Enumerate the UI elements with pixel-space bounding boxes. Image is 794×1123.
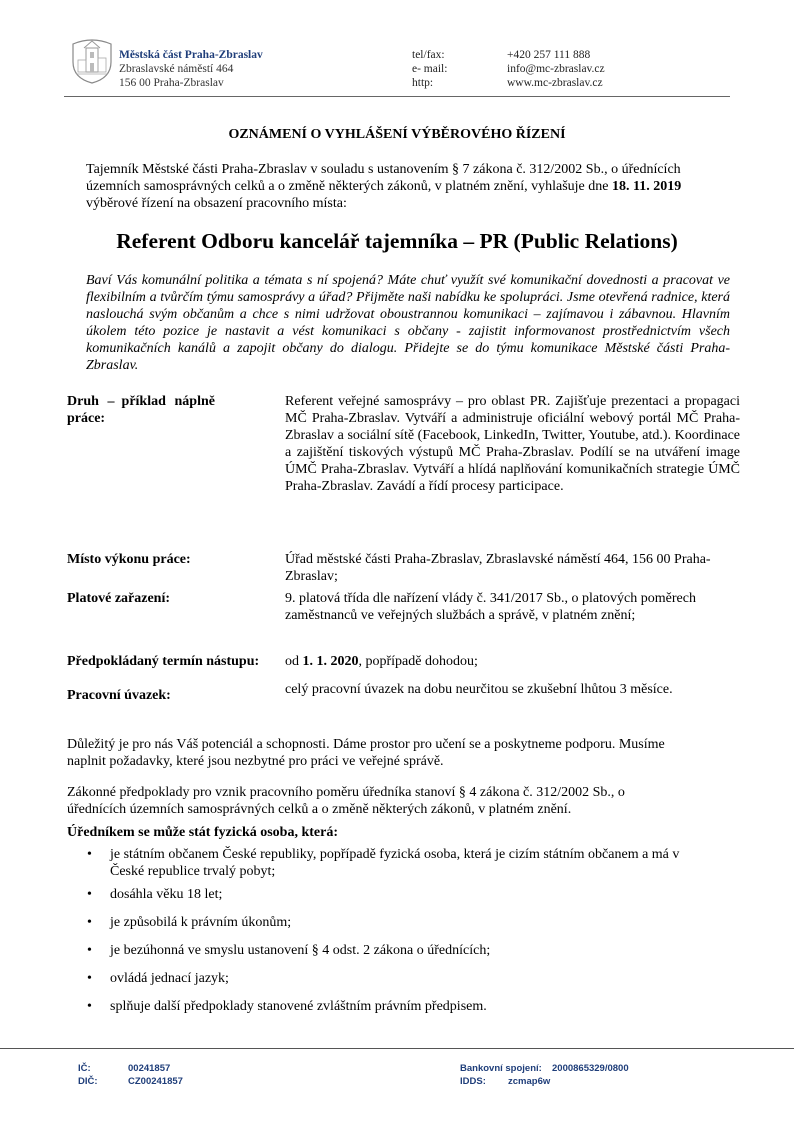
web-value[interactable]: www.mc-zbraslav.cz [507,77,603,89]
phone-value: +420 257 111 888 [507,49,591,61]
idds-value: zcmap6w [508,1076,551,1087]
dic-value: CZ00241857 [128,1076,183,1087]
list-item: • je způsobilá k právním úkonům; [87,915,292,930]
legal-paragraph: Zákonné předpoklady pro vznik pracovního poměru úředníka stanoví § 4 zákona č. 312/2002 Sb., o úřednících územních samosprávných celků a o změně některých zákonů, v platném znění. [67,785,625,817]
start-label: Předpokládaný termín nástupu: [67,654,260,669]
dic-label: DIČ: [78,1076,98,1087]
start-date: 1. 1. 2020 [302,654,359,669]
ic-value: 00241857 [128,1063,171,1074]
job-type-label-dash: – [107,394,115,409]
start-value [285,653,740,670]
job-type-label-word: Druh [67,394,99,409]
announcement-date: 18. 11. 2019 [611,179,682,194]
contact-labels [412,48,447,90]
bullet-icon: • [87,943,92,958]
position-title: Referent Odboru kancelář tajemníka – PR (Public Relations) [116,229,678,253]
idds-label: IDDS: [460,1076,486,1087]
intro-text-before: Tajemník Městské části Praha-Zbraslav v souladu s ustanovením § 7 zákona č. 312/2002 Sb., o úřednících územních samosprávných celků a o změně některých zákonů, v platném znění, vyhlašuje dne [86,162,681,194]
intro-text-after: výběrové řízení na obsazení pracovního místa: [86,196,347,211]
footer [0,1063,794,1093]
address-line-2: 156 00 Praha-Zbraslav [119,77,224,89]
email-value[interactable]: info@mc-zbraslav.cz [507,63,605,75]
list-item: • je státním občanem České republiky, popřípadě fyzická osoba, která je cizím státním občanem a má v České republice trvalý pobyt; [87,847,680,879]
job-type-label-word: příklad [121,394,166,409]
contact-values [507,48,605,90]
workload-label: Pracovní úvazek: [67,688,171,703]
bullet-icon: • [87,915,92,930]
job-type-label-word: náplně [174,394,215,409]
list-item: • dosáhla věku 18 let; [87,887,223,902]
workload-value: celý pracovní úvazek na dobu neurčitou se zkušební lhůtou 3 měsíce. [285,682,673,697]
list-item: • je bezúhonná ve smyslu ustanovení § 4 odst. 2 zákona o úřednících; [87,943,491,958]
header-divider [64,96,730,97]
bullet-icon: • [87,887,92,902]
place-value: Úřad městské části Praha-Zbraslav, Zbraslavské náměstí 464, 156 00 Praha-Zbraslav; [285,552,711,584]
lead-paragraph: Baví Vás komunální politika a témata s ní spojená? Máte chuť využít své komunikační dovednosti a pracovat ve flexibilním a tvůrčím týmu samosprávy a úřad? Přijměte naši nabídku ke spolupráci. Jsme otevřená radnice, která naslouchá svým občanům a chce s nimi udržovat oboustrannou komunikaci – zajímavou i zábavnou. Hlavním úkolem této pozice je nastavit a vést komunikaci s občany - zajistit informovanost prostřednictvím všech komunikačních kanálů a zapojit občany do dialogu. Přidejte se do týmu komunikace Městské části Praha-Zbraslav. [86,273,730,373]
coat-of-arms-logo [70,38,114,84]
organization-block [119,48,263,90]
potential-paragraph: Důležitý je pro nás Váš potenciál a schopnosti. Dáme prostor pro učení se a poskytneme podporu. Musíme naplnit požadavky, které jsou nezbytné pro práci ve veřejné správě. [67,737,665,769]
organization-name: Městská část Praha-Zbraslav [119,49,263,61]
bullet-icon: • [87,971,92,986]
footer-divider [0,1048,794,1049]
job-type-value: Referent veřejné samosprávy – pro oblast PR. Zajišťuje prezentaci a propagaci MČ Praha-Zbraslav. Vytváří a administruje oficiální webový portál MČ Praha-Zbraslav a sociální sítě (Facebook, LinkedIn, Twitter, Youtube, atd.). Koordinace a zajištění tiskových výstupů MČ Praha-Zbraslav. Podílí se na utváření image ÚMČ Praha-Zbraslav. Vytváří a hlídá naplňování komunikačních strategie ÚMČ Praha-Zbraslav. Zavádí a řídí procesy participace. [285,394,740,494]
letterhead [70,38,730,94]
bullet-icon: • [87,999,92,1014]
start-prefix: od [285,654,303,669]
list-item: • splňuje další předpoklady stanovené zvláštním právním předpisem. [87,999,487,1014]
job-type-label [67,393,215,427]
place-label: Místo výkonu práce: [67,552,191,567]
salary-value: 9. platová třída dle nařízení vlády č. 341/2017 Sb., o platových poměrech zaměstnanců ve veřejných službách a správě, v platném znění; [285,591,696,623]
requirements-title: Úředníkem se může stát fyzická osoba, která: [67,825,339,840]
salary-label: Platové zařazení: [67,591,171,606]
email-label: e- mail: [412,63,448,75]
bullet-icon: • [87,847,92,862]
bank-value: 2000865329/0800 [552,1063,629,1074]
bank-label: Bankovní spojení: [460,1063,542,1074]
phone-label: tel/fax: [412,49,445,61]
web-label: http: [412,77,434,89]
requirements-list [87,846,687,1015]
ic-label: IČ: [78,1063,91,1074]
job-type-label-word: práce: [67,411,106,426]
announcement-title: OZNÁMENÍ O VYHLÁŠENÍ VÝBĚROVÉHO ŘÍZENÍ [228,127,566,142]
address-line-1: Zbraslavské náměstí 464 [119,63,234,75]
start-suffix: , popřípadě dohodou; [358,654,478,669]
intro-paragraph [86,161,730,212]
list-item: • ovládá jednací jazyk; [87,971,229,986]
